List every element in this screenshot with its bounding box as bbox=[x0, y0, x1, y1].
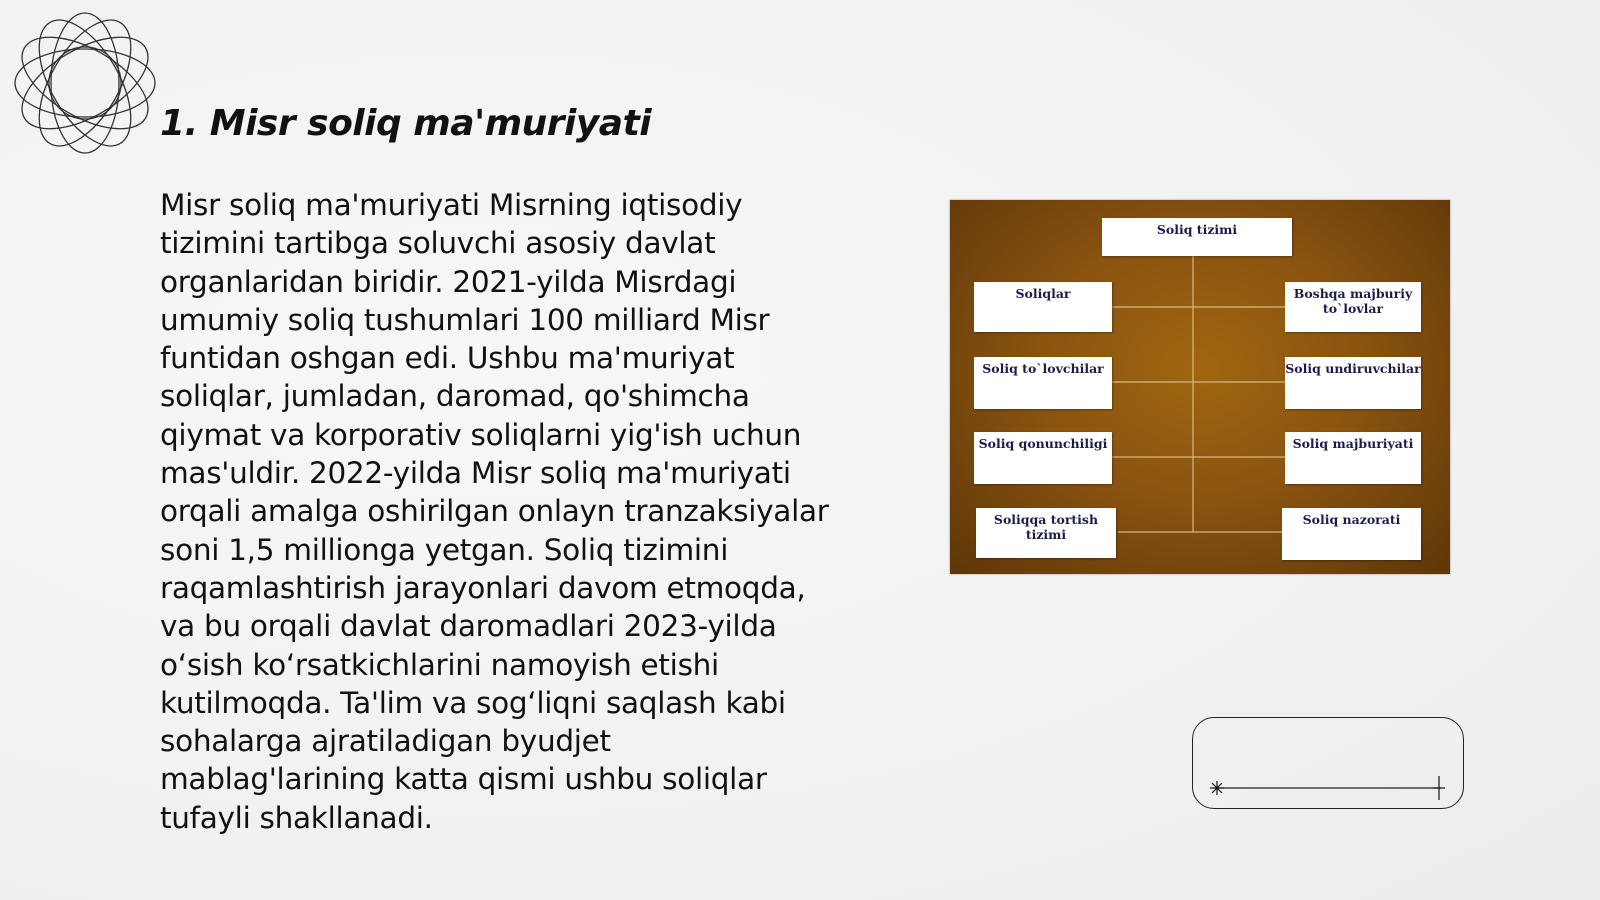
diagram-right-box-2: Soliq undiruvchilar bbox=[1285, 357, 1421, 409]
diagram-root-box: Soliq tizimi bbox=[1102, 218, 1292, 256]
diagram-left-box-2: Soliq to`lovchilar bbox=[974, 357, 1112, 409]
tax-system-diagram bbox=[950, 200, 1450, 574]
diagram-right-box-3: Soliq majburiyati bbox=[1285, 432, 1421, 484]
diagram-left-box-1: Soliqlar bbox=[974, 282, 1112, 332]
slide-title: 1. Misr soliq ma'muriyati bbox=[160, 103, 652, 144]
diagram-left-box-4: Soliqqa tortish tizimi bbox=[976, 508, 1116, 558]
diagram-right-box-4: Soliq nazorati bbox=[1282, 508, 1421, 560]
diagram-left-box-3: Soliq qonunchiligi bbox=[974, 432, 1112, 484]
slide-body-text: Misr soliq ma'muriyati Misrning iqtisodiy tizimini tartibga soluvchi asosiy davlat organlaridan biridir. 2021-yilda Misrdagi umumiy soliq tushumlari 100 milliard Misr funtidan oshgan edi. Ushbu ma'muriyat soliqlar, jumladan, daromad, qo'shimcha qiymat va korporativ soliqlarni yig'ish uchun mas'uldir. 2022-yilda Misr soliq ma'muriyati orqali amalga oshirilgan onlayn tranzaksiyalar soni 1,5 millionga yetgan. Soliq tizimini raqamlashtirish jarayonlari davom etmoqda, va bu orqali davlat daromadlari 2023-yilda o‘sish ko‘rsatkichlarini namoyish etishi kutilmoqda. Ta'lim va sog‘liqni saqlash kabi sohalarga ajratiladigan byudjet mablag'larining katta qismi ushbu soliqlar tufayli shakllanadi. bbox=[160, 188, 829, 835]
decorative-line-icon bbox=[1193, 718, 1465, 810]
decorative-ornament-icon bbox=[10, 8, 160, 158]
diagram-right-box-1: Boshqa majburiy to`lovlar bbox=[1285, 282, 1421, 332]
decorative-rounded-frame bbox=[1192, 717, 1464, 809]
